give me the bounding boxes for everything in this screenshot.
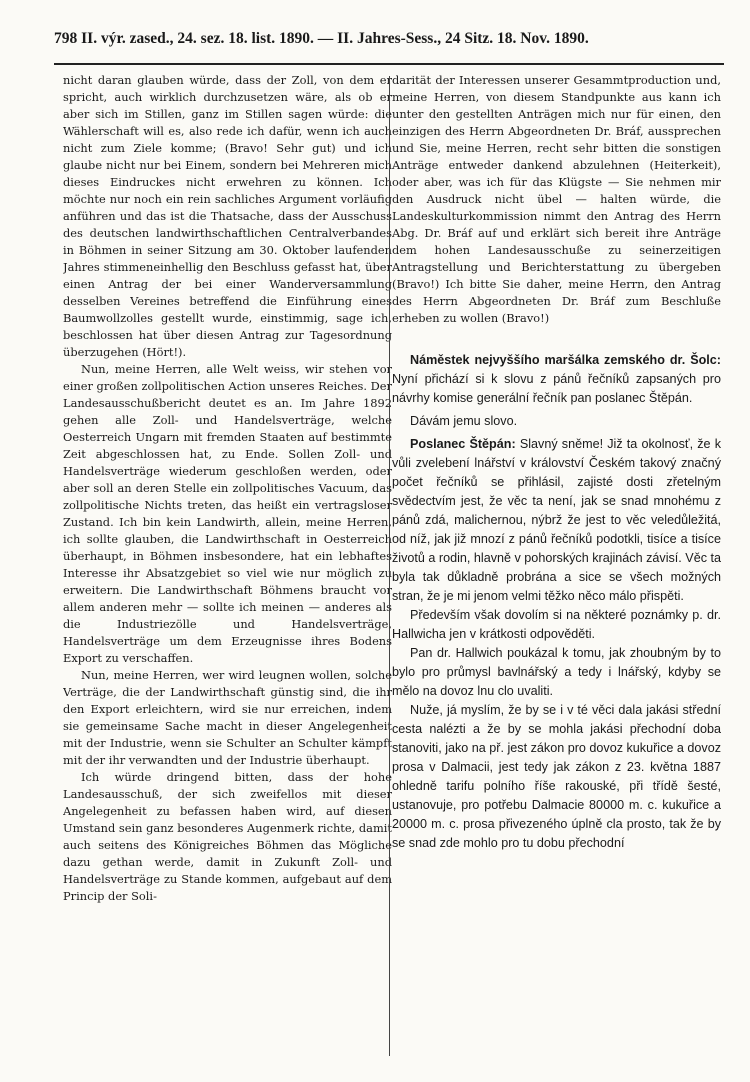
- column-divider: [389, 76, 390, 1056]
- czech-text-1: Nyní přichází si k slovu z pánů řečníků zapsaných pro návrhy komise generální řečník pan poslanec Štěpán.: [392, 372, 721, 405]
- speaker-stepan: Poslanec Štěpán:: [410, 437, 516, 451]
- czech-paragraph-2: Dávám jemu slovo.: [410, 414, 518, 428]
- left-paragraph-2: Nun, meine Herren, alle Welt weiss, wir stehen vor einer großen zollpolitischen Action unseres Reiches. Der Landesausschußbericht deutet es an. Im Jahre 1892 gehen alle Zoll- und Handelsverträge, welche Oesterreich Ungarn mit fremden Staaten auf bestimmte Zeit abgeschlossen hat, zu Ende. Sollen Zoll- und Handelsverträge wiederum geschloßen werden, oder aber soll an deren Stelle ein zollpolitisches Vacuum, das zollpolitische Nichts treten, das heißt ein vertragsloser Zustand. Ich bin kein Landwirth, allein, meine Herren, ich sollte glauben, die Landwirthschaft in Oesterreich überhaupt, in Böhmen insbesondere, hat ein lebhaftes Interesse ihr Absatzgebiet so viel wie nur möglich zu erweitern. Die Landwirthschaft Böhmens braucht vor allem anderen mehr — sollte ich meinen — anderes als die Industriezölle und Handelsverträge, Handelsverträge um dem Erzeugnisse ihres Bodens Export zu verschaffen.: [63, 362, 392, 665]
- left-column: [63, 72, 392, 1070]
- left-paragraph-4: Ich würde dringend bitten, dass der hohe Landesausschuß, der sich zweifellos mit dieser Angelegenheit zu befassen haben wird, auf diesen Umstand sein ganz besonderes Augenmerk richte, damit auch seitens des Königreiches Böhmen das Mögliche dazu gethan werde, damit in Zukunft Zoll- und Handelsverträge zu Stande kommen, aufgebaut auf dem Princip der Soli-: [63, 770, 392, 903]
- czech-paragraph-1: [392, 351, 721, 408]
- czech-text-3: Slavný sněme! Již ta okolnosť, že k vůli zvelebení lnářství v království Českém takový značný počet řečníků se přihlásil, zajisté dosti zřetelným svědectvím jest, že věc ta není, jak se snad mnohému z pánů zdá, malichernou, nýbrž že jest to věc veledůležitá, od níž, jak již mnozí z pánů řečníků podotkli, tisíce a tisíce životů a rodin, hlavně v pohorských krajinách závisí. Věc ta byla tak důkladně probrána a sice se všech možných stran, že je mi jenom velmi těžko něco málo přispěti.: [392, 437, 721, 603]
- left-paragraph-3: Nun, meine Herren, wer wird leugnen wollen, solche Verträge, die der Landwirthschaft günstig sind, die ihr den Export erleichtern, wird sie nur erreichen, indem sie gemeinsame Sache macht in dieser Angelegenheit mit der Industrie, wenn sie Schulter an Schulter kämpft mit der ihr verwandten und der Industrie überhaupt.: [63, 668, 392, 767]
- czech-section: [392, 351, 721, 853]
- right-column: [392, 72, 721, 1070]
- czech-paragraph-4: Především však dovolím si na některé poznámky p. dr. Hallwicha jen v krátkosti odpověděti.: [392, 608, 721, 641]
- header-rule: [54, 63, 724, 65]
- speaker-solc: Náměstek nejvyššího maršálka zemského dr. Šolc:: [410, 353, 721, 367]
- czech-paragraph-3: [392, 435, 721, 606]
- right-german-paragraph: darität der Interessen unserer Gesammtproduction und, meine Herren, von diesem Standpunkte aus kann ich unter den gestellten Anträgen mich nur für einen, den einzigen des Herrn Abgeordneten Dr. Bráf, aussprechen und Sie, meine Herren, recht sehr bitten die sonstigen Anträge entweder dankend abzulehnen (Heiterkeit), oder aber, was ich für das Klügste — Sie nehmen mir den Ausdruck nicht übel — halten würde, die Landeskulturkommission nimmt den Antrag des Herrn Abg. Dr. Bráf auf und erklärt sich bereit ihre Anträge dem hohen Landesausschuße zu seinerzeitigen Antragstellung und Berichterstattung zu übergeben (Bravo!) Ich bitte Sie daher, meine Herrn, den Antrag des Herrn Abgeordneten Dr. Bráf zum Beschluße erheben zu wollen (Bravo!): [392, 73, 721, 325]
- page-header: 798 II. výr. zased., 24. sez. 18. list. 1890. — II. Jahres-Sess., 24 Sitz. 18. Nov. 1890.: [54, 30, 589, 47]
- left-paragraph-1: nicht daran glauben würde, dass der Zoll, von dem er spricht, auch wirklich durchzusetzen wäre, als ob er aber sich im Stillen, ganz im Stillen sagen würde: die Wählerschaft will es, also rede ich dafür, wenn ich auch nicht zum Ziele komme; (Bravo! Sehr gut) und ich glaube nicht nur bei Einem, sondern bei Mehreren mich dieses Eindruckes nicht erwehren zu können. Ich möchte nur noch ein rein sachliches Argument vorläufig anführen und das ist die Thatsache, dass der Ausschuss des deutschen landwirthschaftlichen Centralverbandes in Böhmen in seiner Sitzung am 30. Oktober laufenden Jahres stimmeneinhellig den Beschluss gefasst hat, über einen Antrag der bei einer Wanderversammlung desselben Vereines betreffend die Einführung eines Baumwollzolles gestellt wurde, einstimmig, sage ich, beschlossen hat über diesen Antrag zur Tagesordnung überzugehen (Hört!).: [63, 73, 392, 359]
- czech-paragraph-6: Nuže, já myslím, že by se i v té věci dala jakási střední cesta nalézti a že by se mohla jakási přechodní doba stanoviti, jako na př. jest zákon pro dovoz kukuřice a dovoz prosa v Dalmacii, jest tedy jak zákon z 23. května 1887 ohledně tarifu polního říše rakouské, při třídě šesté, ustanovuje, pro potřebu Dalmacie 80000 m. c. kukuřice a 20000 m. c. prosa přivezeného úplně cla prosto, tak že by se snad zde mohlo pro tu dobu přechodní: [392, 703, 721, 850]
- czech-paragraph-5: Pan dr. Hallwich poukázal k tomu, jak zhoubným by to bylo pro průmysl bavlnářský a tedy i lnářský, kdyby se mělo na dovoz lnu clo uvaliti.: [392, 646, 721, 698]
